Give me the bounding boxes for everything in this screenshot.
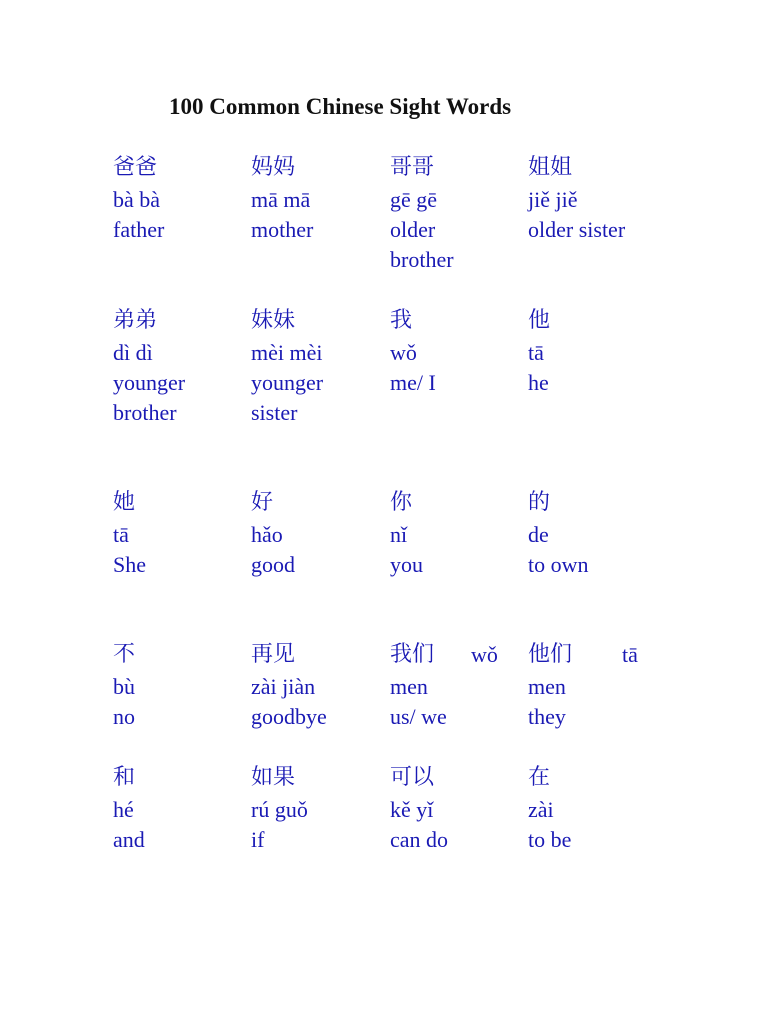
english-meaning: and [113,827,145,852]
hanzi: 不 [113,642,136,667]
word-entry [113,306,213,428]
english-meaning: younger sister [251,370,324,425]
english-meaning: me/ I [390,370,436,395]
word-entry [113,153,241,245]
hanzi: 好 [251,490,274,515]
hanzi: 我 [390,308,413,333]
pinyin: hé [113,797,134,822]
hanzi: 他们 [528,642,573,667]
hanzi: 她 [113,490,136,515]
hanzi: 妹妹 [251,308,296,333]
english-meaning: good [251,552,295,577]
pinyin: zài [528,797,554,822]
english-meaning: older sister [528,217,626,242]
pinyin: jiě jiě [528,187,578,212]
word-entry [113,488,241,580]
pinyin: kě yǐ [390,797,434,822]
hanzi: 姐姐 [528,155,573,180]
word-entry [251,153,379,245]
english-meaning: he [528,370,549,395]
word-entry [528,306,656,398]
hanzi: 哥哥 [390,155,435,180]
pinyin: tā [113,522,129,547]
english-meaning: She [113,552,146,577]
pinyin: mā mā [251,187,311,212]
word-entry [251,763,379,855]
english-meaning: younger brother [113,370,186,425]
english-meaning: goodbye [251,704,327,729]
pinyin: dì dì [113,340,153,365]
word-entry [251,640,379,732]
english-meaning: you [390,552,423,577]
english-meaning: us/ we [390,704,447,729]
pinyin-extra: wǒ [471,642,498,667]
pinyin: men [390,674,428,699]
pinyin: zài jiàn [251,674,316,699]
word-entry [390,306,518,398]
hanzi: 再见 [251,642,296,667]
pinyin: bà bà [113,187,161,212]
word-entry [251,488,379,580]
hanzi: 弟弟 [113,308,158,333]
word-entry [251,306,351,428]
word-entry [528,488,656,580]
page-title: 100 Common Chinese Sight Words [169,94,512,119]
word-entry [390,488,518,580]
english-meaning: father [113,217,165,242]
pinyin: bù [113,674,135,699]
english-meaning: if [251,827,265,852]
pinyin: men [528,674,566,699]
pinyin: nǐ [390,522,408,547]
word-entry [390,763,518,855]
pinyin-extra: tā [622,642,638,667]
word-entry [113,763,241,855]
word-entry [528,153,668,245]
pinyin: de [528,522,549,547]
hanzi: 爸爸 [113,155,158,180]
hanzi: 和 [113,765,136,790]
hanzi: 的 [528,490,551,515]
pinyin: mèi mèi [251,340,323,365]
english-meaning: older brother [390,217,454,272]
english-meaning: to own [528,552,589,577]
word-entry [390,153,480,275]
word-entry [528,640,656,732]
word-entry [390,640,518,732]
hanzi: 你 [390,490,413,515]
hanzi: 妈妈 [251,155,296,180]
hanzi: 如果 [251,765,296,790]
english-meaning: to be [528,827,572,852]
pinyin: hǎo [251,522,283,547]
pinyin: wǒ [390,340,417,365]
pinyin: tā [528,340,544,365]
hanzi: 可以 [390,765,435,790]
word-entry [528,763,656,855]
pinyin: gē gē [390,187,438,212]
word-entry [113,640,241,732]
pinyin: rú guǒ [251,797,308,822]
english-meaning: no [113,704,135,729]
hanzi: 我们 [390,642,435,667]
english-meaning: they [528,704,566,729]
hanzi: 在 [528,765,551,790]
english-meaning: can do [390,827,449,852]
english-meaning: mother [251,217,314,242]
hanzi: 他 [528,308,551,333]
